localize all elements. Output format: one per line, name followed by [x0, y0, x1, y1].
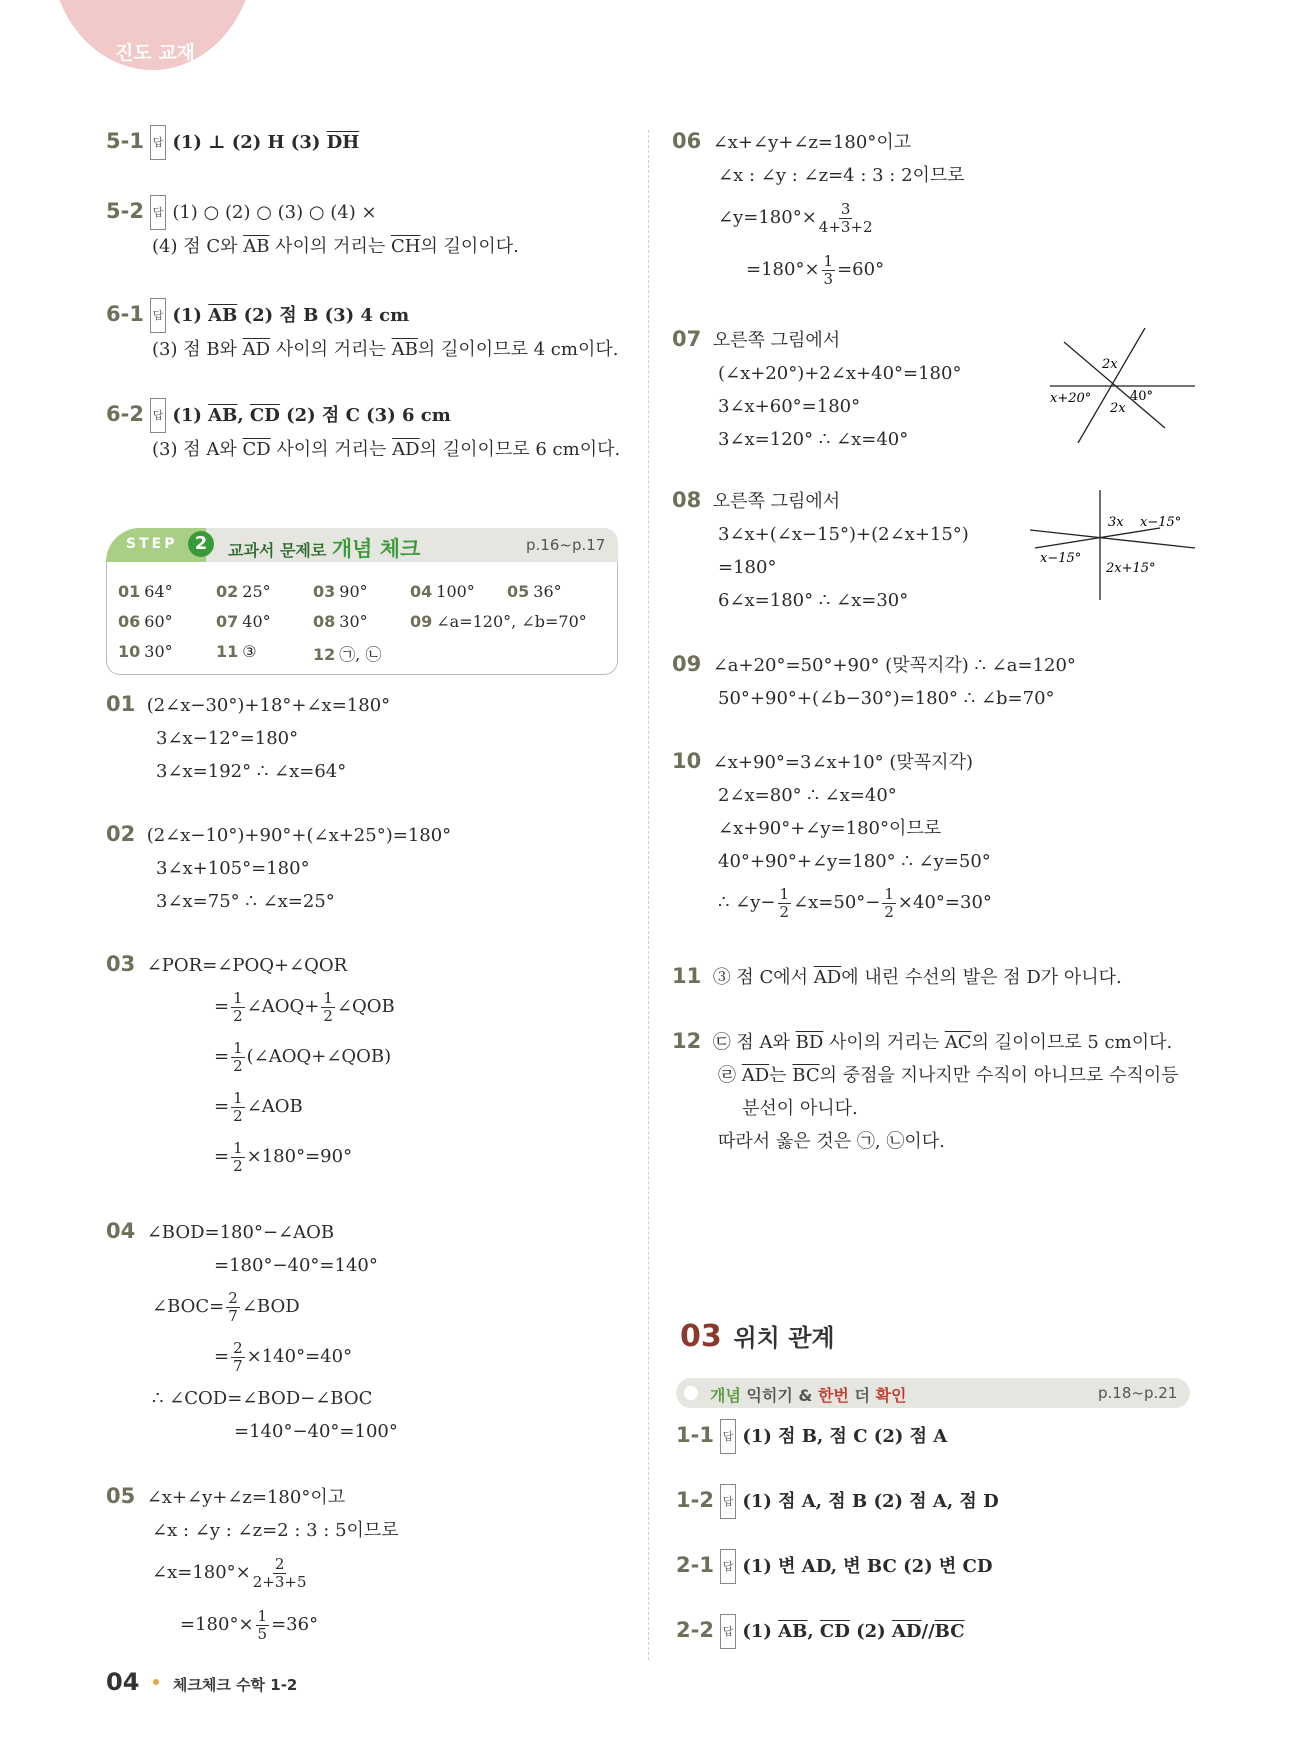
- solution-05: 05 ∠x+∠y+∠z=180°이고 ∠x : ∠y : ∠z=2 : 3 : 5이므로 ∠x=180°× $\frac{2}{2+3+5}$ =180°× $\frac{1}{5}$ =36°: [106, 1484, 399, 1643]
- step-answer-number: 06: [118, 612, 141, 631]
- footer: [106, 1668, 297, 1696]
- footer-dot: [153, 1679, 159, 1685]
- step-answer-item: [216, 612, 271, 631]
- step-answer-number: 12: [313, 645, 336, 664]
- step-pages: p.16~p.17: [526, 536, 606, 554]
- step-answer-value: ∠a=120°, ∠b=70°: [436, 612, 587, 631]
- fig08-label-c: x−15°: [1040, 551, 1082, 566]
- step-answer-item: [216, 582, 271, 601]
- band-dot: [684, 1386, 698, 1400]
- solution-03: 03 ∠POR=∠POQ+∠QOR = $\frac{1}{2}$ ∠AOQ+ $\frac{1}{2}$ ∠QOB = $\frac{1}{2}$ (∠AOQ+∠QOB) = $\frac{1}{2}$ ∠AOB = $\frac{1}{2}$ ×180°=90°: [106, 952, 395, 1175]
- answer-5-2: 5-2 답 (1) ○ (2) ○ (3) ○ (4) × (4) 점 C와 $\overline{AB}$ 사이의 거리는 $\overline{CH}$의 길이이다.: [106, 195, 519, 263]
- solution-09: 09 ∠a+20°=50°+90° (맞꼭지각) ∴ ∠a=120° 50°+90°+(∠b−30°)=180° ∴ ∠b=70°: [672, 652, 1076, 709]
- step-answer-item: [118, 582, 173, 601]
- step-answer-number: 04: [410, 582, 433, 601]
- solution-06: 06 ∠x+∠y+∠z=180°이고 ∠x : ∠y : ∠z=4 : 3 : 2이므로 ∠y=180°× $\frac{3}{4+3+2}$ =180°× $\frac{1}{3}$ =60°: [672, 129, 965, 288]
- step-answer-number: 03: [313, 582, 336, 601]
- concept-band: [676, 1378, 1190, 1408]
- solution-04: 04 ∠BOD=180°−∠AOB =180°−40°=140° ∠BOC= $\frac{2}{7}$ ∠BOD = $\frac{2}{7}$ ×140°=40° ∴ ∠COD=∠BOD−∠BOC =140°−40°=100°: [106, 1219, 398, 1442]
- solution-02: 02 (2∠x−10°)+90°+(∠x+25°)=180° 3∠x+105°=180° 3∠x=75° ∴ ∠x=25°: [106, 822, 452, 912]
- fig08-label-d: 2x+15°: [1106, 561, 1156, 576]
- step-answer-number: 09: [410, 612, 433, 631]
- section-heading: [680, 1318, 835, 1354]
- answer-5-1: 5-1 답 (1) ⊥ (2) H (3) $\overline{DH}$: [106, 125, 359, 160]
- step2-header: [106, 528, 618, 562]
- band-pages: p.18~p.21: [1098, 1384, 1178, 1402]
- fig07-label-c: 40°: [1130, 389, 1154, 404]
- solution-12: 12 ㉢ 점 A와 $\overline{BD}$ 사이의 거리는 $\overline{AC}$의 길이이므로 5 cm이다. ㉣ $\overline{AD}$는 $\overline{BC}$의 중점을 지나지만 수직이 아니므로 수직이등 분선이 아니다. 따라서 옳은 것은 ㉠, ㉡이다.: [672, 1029, 1179, 1152]
- step-answer-value: 40°: [242, 612, 271, 631]
- solution-07: 07 오른쪽 그림에서 (∠x+20°)+2∠x+40°=180° 3∠x+60°=180° 3∠x=120° ∴ ∠x=40°: [672, 327, 962, 450]
- step-label: STEP: [126, 536, 178, 552]
- page-number: 04: [106, 1668, 140, 1696]
- step-answer-number: 02: [216, 582, 239, 601]
- step-answer-number: 08: [313, 612, 336, 631]
- book-title: 체크체크 수학 1-2: [172, 1676, 298, 1694]
- step-answer-number: 05: [507, 582, 530, 601]
- band-title: 개념 익히기 & 한번 더 확인: [710, 1386, 907, 1405]
- step-answer-value: 64°: [144, 582, 173, 601]
- step-answer-value: 36°: [533, 582, 562, 601]
- fig07-label-b: x+20°: [1050, 391, 1092, 406]
- solution-01: 01 (2∠x−30°)+18°+∠x=180° 3∠x−12°=180° 3∠x=192° ∴ ∠x=64°: [106, 692, 391, 782]
- figure-07: [1050, 328, 1195, 443]
- answer-6-2: 6-2 답 (1) $\overline{AB}$, $\overline{CD}$ (2) 점 C (3) 6 cm (3) 점 A와 $\overline{CD}$ 사이의 거리는 $\overline{AD}$의 길이이므로 6 cm이다.: [106, 398, 620, 466]
- step-answer-item: [118, 612, 173, 631]
- step-answer-number: 07: [216, 612, 239, 631]
- step-answer-number: 01: [118, 582, 141, 601]
- solution-10: 10 ∠x+90°=3∠x+10° (맞꼭지각) 2∠x=80° ∴ ∠x=40° ∠x+90°+∠y=180°이므로 40°+90°+∠y=180° ∴ ∠y=50° ∴ ∠y− $\frac{1}{2}$ ∠x=50°− $\frac{1}{2}$ ×40°=30°: [672, 749, 992, 921]
- answer-r2-2: 2-2 답 (1) $\overline{AB}$, $\overline{CD}$ (2) $\overline{AD}//\overline{BC}$: [676, 1614, 965, 1649]
- step-answer-item: [313, 612, 368, 631]
- step-title: 교과서 문제로 개념 체크: [228, 537, 421, 561]
- step-number: 2: [188, 531, 214, 557]
- solution-08: 08 오른쪽 그림에서 3∠x+(∠x−15°)+(2∠x+15°) =180° 6∠x=180° ∴ ∠x=30°: [672, 488, 969, 611]
- fig07-label-d: 2x: [1110, 401, 1126, 416]
- step-answer-item: [118, 642, 173, 661]
- step-answer-value: ㉠, ㉡: [339, 645, 382, 664]
- answer-r2-1: 2-1 답 (1) 변 AD, 변 BC (2) 변 CD: [676, 1549, 992, 1584]
- step-answer-value: 100°: [436, 582, 475, 601]
- fig07-label-a: 2x: [1102, 357, 1118, 372]
- step-answer-number: 11: [216, 642, 239, 661]
- step-answer-value: 30°: [339, 612, 368, 631]
- step-answer-value: 25°: [242, 582, 271, 601]
- fig08-line-b: [1035, 528, 1160, 548]
- step-answer-item: [216, 642, 257, 661]
- step-answer-value: ③: [242, 642, 257, 661]
- step-answer-item: [410, 582, 475, 601]
- header-tag: 진도 교재: [115, 42, 196, 64]
- column-divider: [648, 130, 649, 1660]
- step-answer-value: 30°: [144, 642, 173, 661]
- figure-08: [1030, 490, 1195, 600]
- step-answer-number: 10: [118, 642, 141, 661]
- section-title: 위치 관계: [733, 1324, 835, 1352]
- answer-6-1: 6-1 답 (1) $\overline{AB}$ (2) 점 B (3) 4 cm (3) 점 B와 $\overline{AD}$ 사이의 거리는 $\overline{AB}$의 길이이므로 4 cm이다.: [106, 298, 618, 366]
- fig08-label-a: 3x: [1108, 515, 1124, 530]
- step-answer-item: [507, 582, 562, 601]
- step-answer-value: 60°: [144, 612, 173, 631]
- solution-11: 11 ③ 점 C에서 $\overline{AD}$에 내린 수선의 발은 점 D가 아니다.: [672, 964, 1122, 988]
- step-answer-item: [313, 642, 381, 665]
- step-answer-item: [410, 612, 587, 631]
- step-answer-item: [313, 582, 368, 601]
- section-number: 03: [680, 1319, 722, 1354]
- fig08-label-b: x−15°: [1140, 515, 1182, 530]
- step-answer-value: 90°: [339, 582, 368, 601]
- answer-r1-2: 1-2 답 (1) 점 A, 점 B (2) 점 A, 점 D: [676, 1484, 999, 1519]
- answer-r1-1: 1-1 답 (1) 점 B, 점 C (2) 점 A: [676, 1419, 947, 1454]
